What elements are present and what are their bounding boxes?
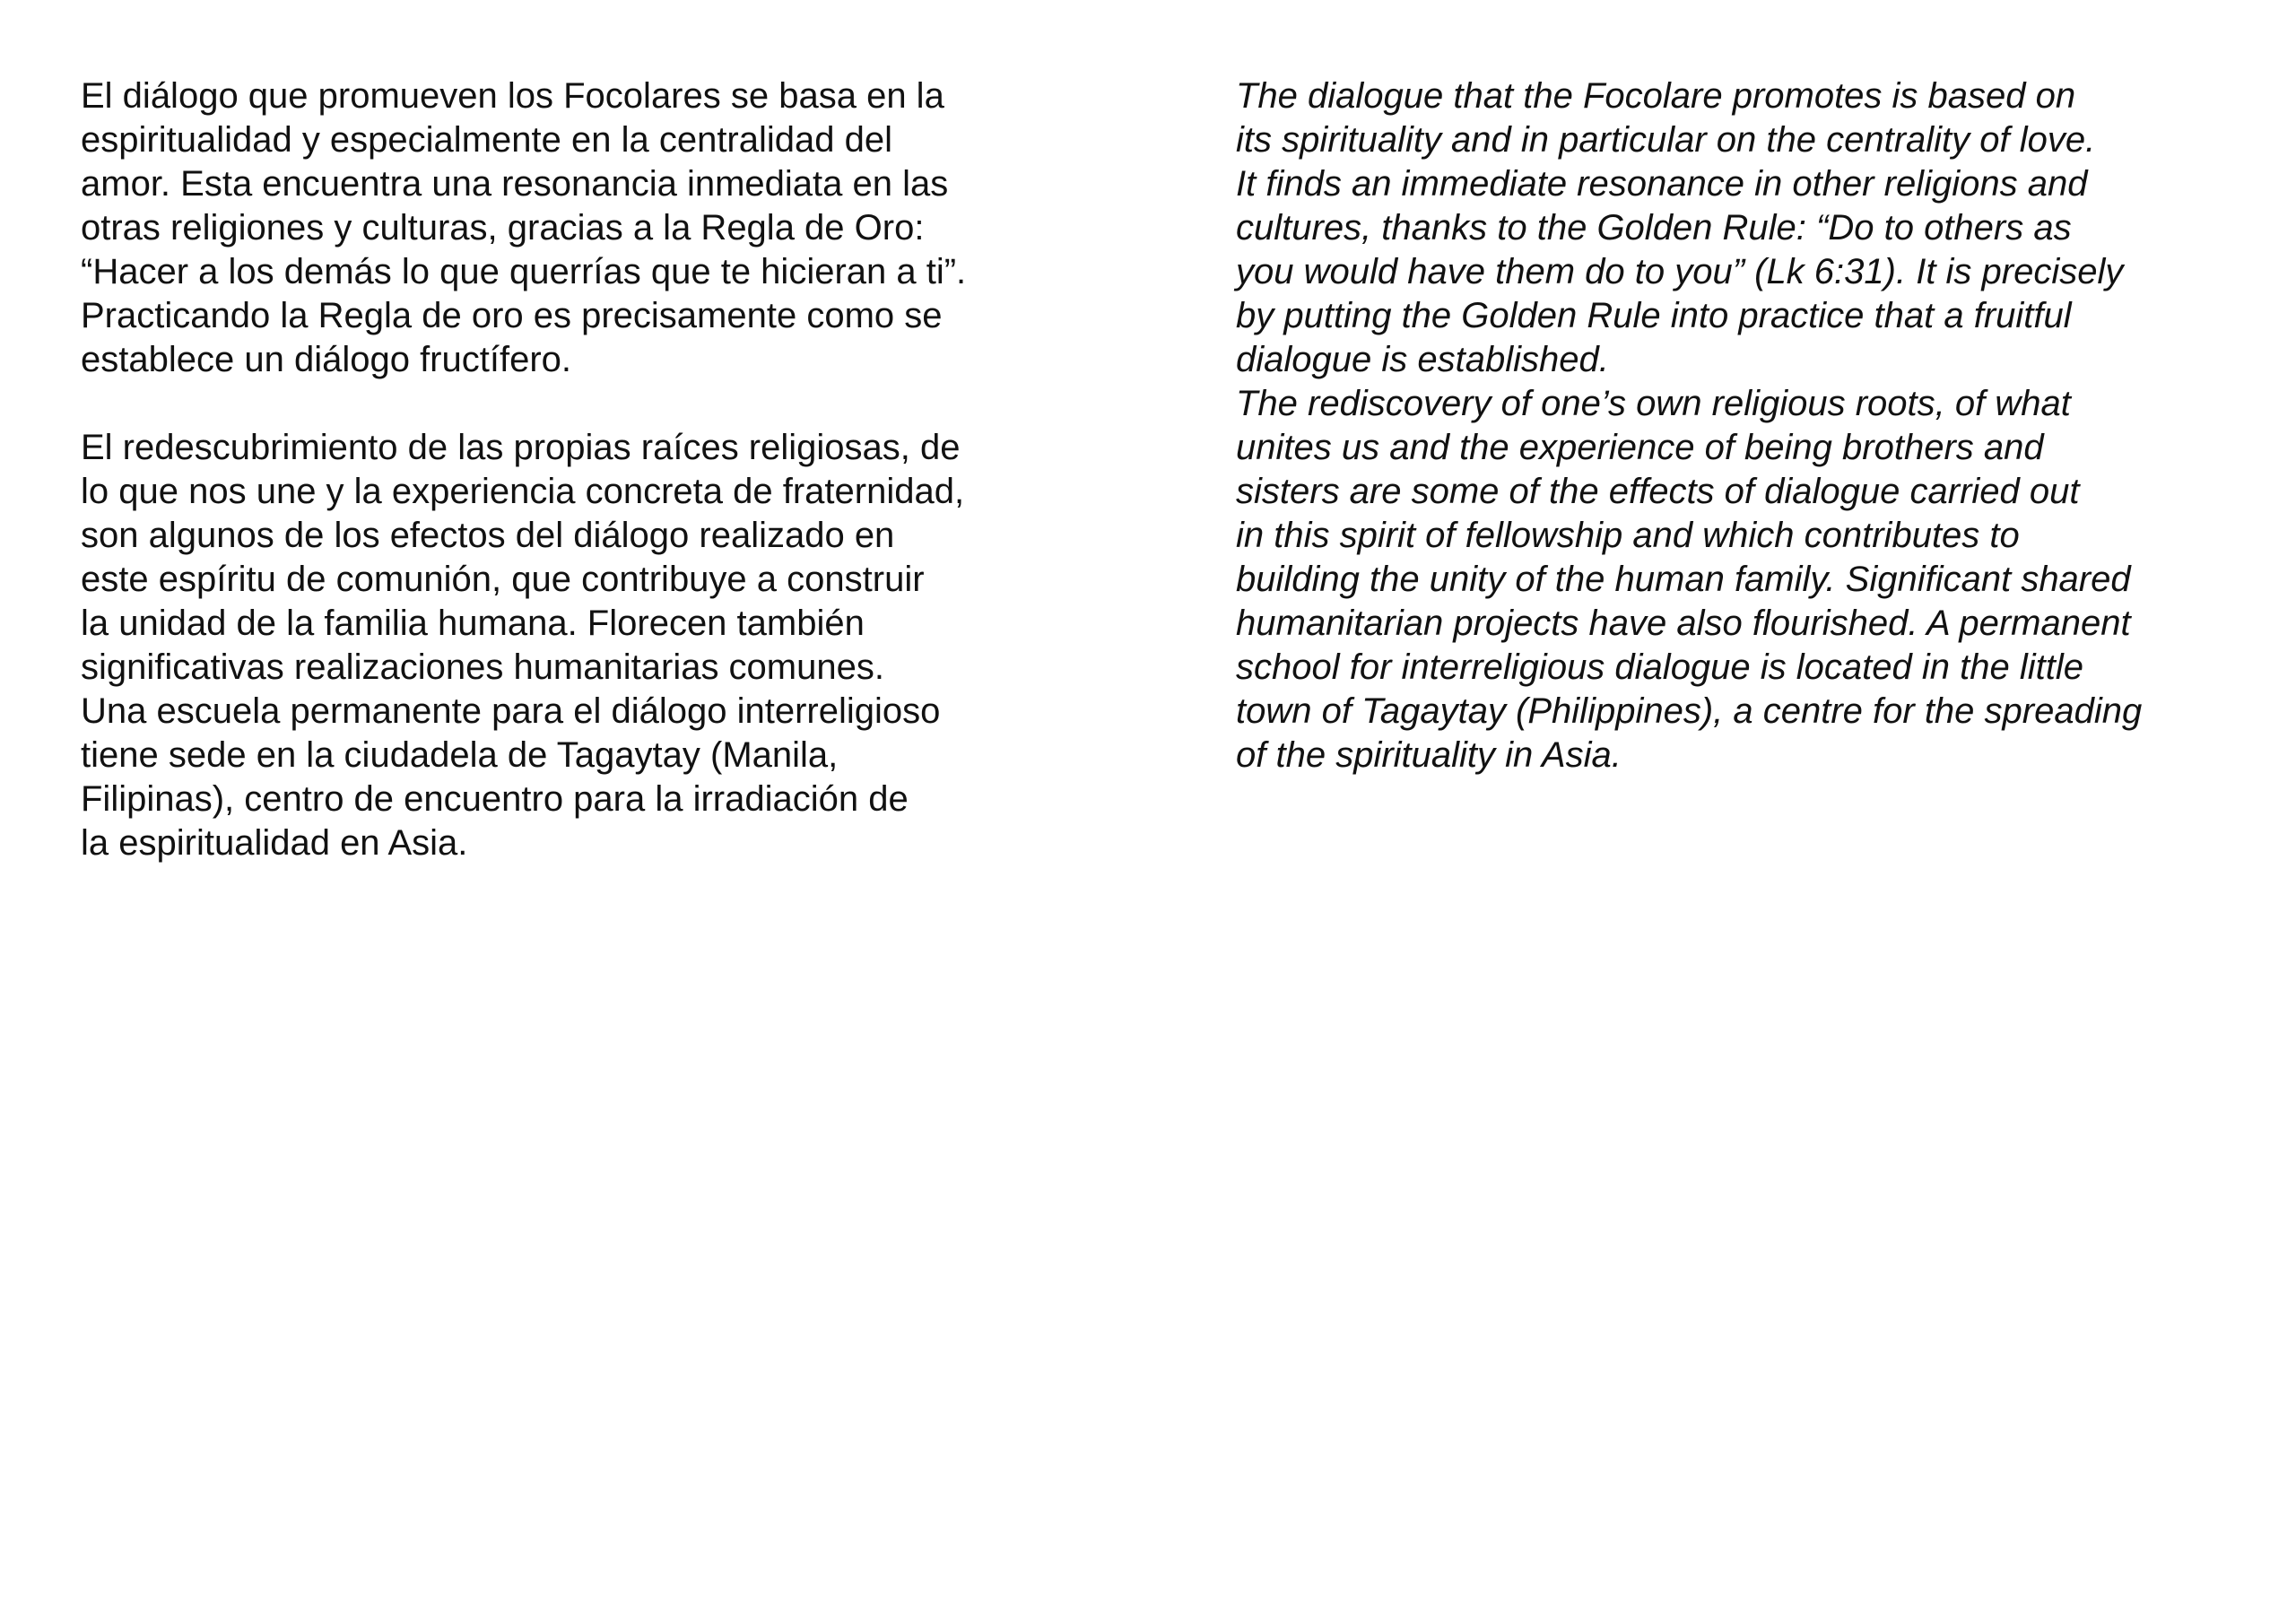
text-line: espiritualidad y especialmente en la centralidad del <box>81 120 892 160</box>
text-line: la unidad de la familia humana. Florecen también <box>81 604 865 643</box>
text-line: by putting the Golden Rule into practice that a fruitful <box>1236 296 2072 335</box>
text-line: la espiritualidad en Asia. <box>81 823 468 863</box>
text-line: este espíritu de comunión, que contribuye a construir <box>81 560 925 599</box>
english-text-column <box>1236 74 2285 777</box>
text-line: Practicando la Regla de oro es precisamente como se <box>81 296 943 335</box>
text-line: The rediscovery of one’s own religious roots, of what <box>1236 384 2071 423</box>
text-line: cultures, thanks to the Golden Rule: “Do to others as <box>1236 208 2072 248</box>
text-line: son algunos de los efectos del diálogo realizado en <box>81 516 895 555</box>
text-line: otras religiones y culturas, gracias a la Regla de Oro: <box>81 208 925 248</box>
text-line: amor. Esta encuentra una resonancia inmediata en las <box>81 164 949 204</box>
paragraph-spacer <box>81 382 1157 426</box>
text-line: building the unity of the human family. Significant shared <box>1236 560 2131 599</box>
text-line: school for interreligious dialogue is located in the little <box>1236 647 2083 687</box>
spanish-paragraph <box>81 426 1157 865</box>
text-line: “Hacer a los demás lo que querrías que te hicieran a ti”. <box>81 252 967 291</box>
text-line: unites us and the experience of being brothers and <box>1236 428 2044 467</box>
text-line: establece un diálogo fructífero. <box>81 340 572 379</box>
text-line: tiene sede en la ciudadela de Tagaytay (Manila, <box>81 735 839 775</box>
text-line: significativas realizaciones humanitarias comunes. <box>81 647 884 687</box>
text-line: Filipinas), centro de encuentro para la irradiación de <box>81 779 909 819</box>
text-line: The dialogue that the Focolare promotes is based on <box>1236 76 2076 116</box>
spanish-text-column <box>81 74 1157 865</box>
text-line: of the spirituality in Asia. <box>1236 735 1622 775</box>
text-line: Una escuela permanente para el diálogo interreligioso <box>81 691 941 731</box>
text-line: El diálogo que promueven los Focolares se basa en la <box>81 76 944 116</box>
text-line: humanitarian projects have also flourished. A permanent <box>1236 604 2131 643</box>
text-line: in this spirit of fellowship and which contributes to <box>1236 516 2020 555</box>
text-line: sisters are some of the effects of dialogue carried out <box>1236 472 2080 511</box>
text-line: lo que nos une y la experiencia concreta de fraternidad, <box>81 472 965 511</box>
text-line: town of Tagaytay (Philippines), a centre for the spreading <box>1236 691 2143 731</box>
text-line: you would have them do to you” (Lk 6:31). It is precisely <box>1236 252 2124 291</box>
text-line: It finds an immediate resonance in other religions and <box>1236 164 2088 204</box>
spanish-paragraph <box>81 74 1157 382</box>
text-line: El redescubrimiento de las propias raíces religiosas, de <box>81 428 961 467</box>
text-line: dialogue is established. <box>1236 340 1609 379</box>
text-line: its spirituality and in particular on the centrality of love. <box>1236 120 2096 160</box>
